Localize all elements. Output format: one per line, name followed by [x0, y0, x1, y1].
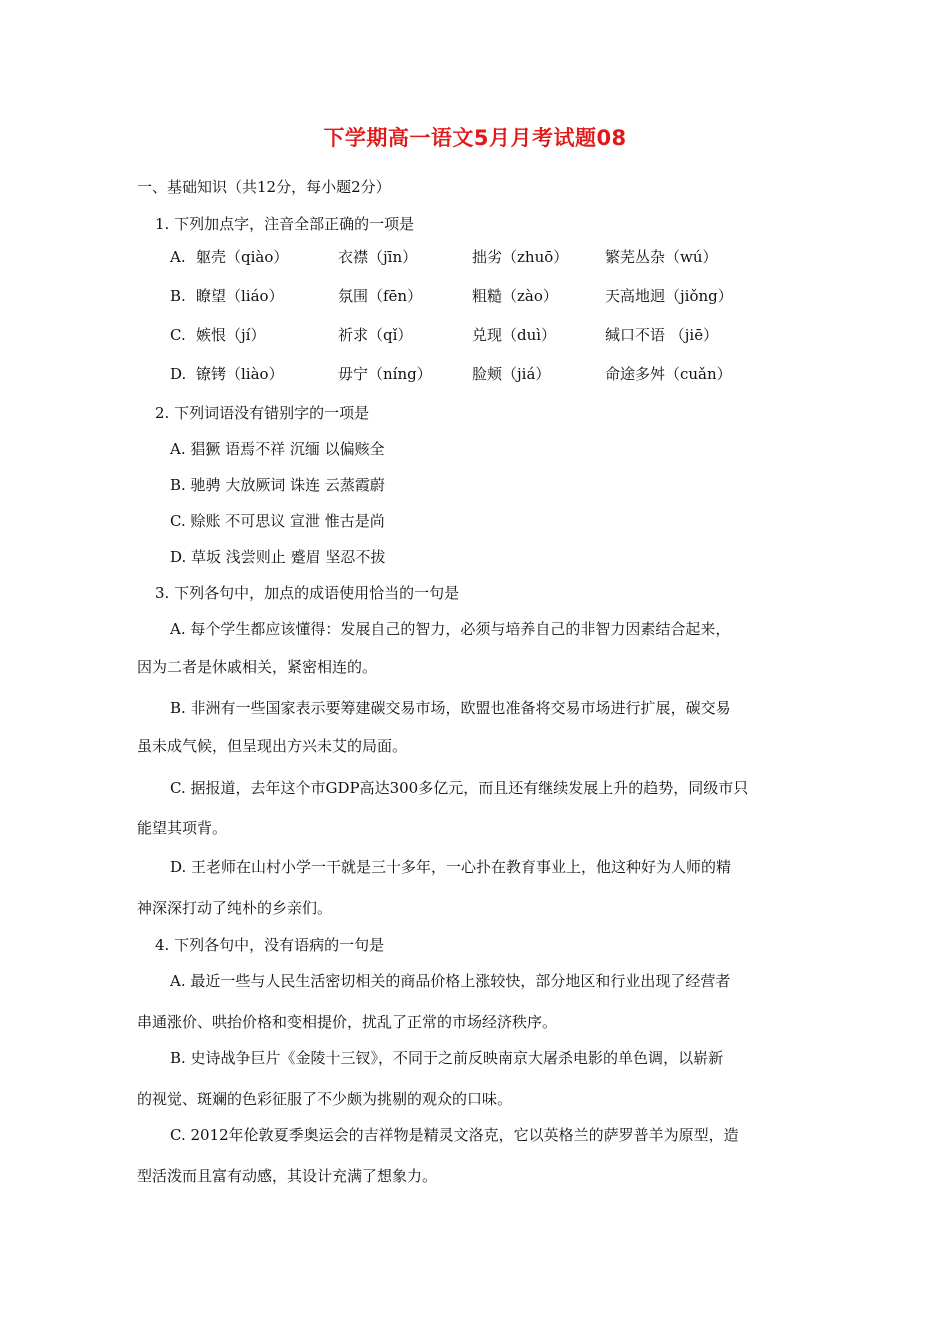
question-3-stem: 3. 下列各句中，加点的成语使用恰当的一句是	[155, 584, 460, 602]
question-1-option-b	[170, 286, 830, 306]
question-1-option-a	[170, 247, 830, 267]
option-item: 瞭望（liáo）	[196, 287, 284, 305]
question-4-option-b-line2: 的视觉、斑斓的色彩征服了不少颇为挑剔的观众的口味。	[137, 1090, 513, 1108]
question-1-stem: 1. 下列加点字，注音全部正确的一项是	[155, 215, 415, 233]
question-2-option-d: D. 草坂 浅尝则止 蹙眉 坚忍不拔	[170, 548, 386, 566]
question-2-stem: 2. 下列词语没有错别字的一项是	[155, 404, 370, 422]
option-item: 命途多舛（cuǎn）	[605, 365, 732, 383]
question-3-option-b-line2: 虽未成气候，但呈现出方兴未艾的局面。	[137, 737, 408, 755]
page-title: 下学期高一语文5月月考试题08	[323, 126, 627, 150]
question-3-option-a-line1: A. 每个学生都应该懂得：发展自己的智力，必须与培养自己的非智力因素结合起来，	[170, 620, 731, 638]
question-1-option-d	[170, 364, 830, 384]
question-2-option-a: A. 猖獗 语焉不祥 沉缅 以偏赅全	[170, 440, 385, 458]
option-item: 镣铐（liào）	[196, 365, 284, 383]
option-item: 繁芜丛杂（wú）	[605, 248, 718, 266]
option-item: 衣襟（jīn）	[338, 248, 418, 266]
question-1-option-c	[170, 325, 830, 345]
question-4-option-a-line1: A. 最近一些与人民生活密切相关的商品价格上涨较快，部分地区和行业出现了经营者	[170, 972, 731, 990]
question-4-stem: 4. 下列各句中，没有语病的一句是	[155, 936, 385, 954]
option-label: C.	[170, 326, 186, 344]
option-item: 兑现（duì）	[472, 326, 557, 344]
question-3-option-b-line1: B. 非洲有一些国家表示要筹建碳交易市场，欧盟也准备将交易市场进行扩展，碳交易	[170, 699, 731, 717]
option-label: B.	[170, 287, 186, 305]
question-3-option-a-line2: 因为二者是休戚相关，紧密相连的。	[137, 658, 378, 676]
question-3-option-d-line2: 神深深打动了纯朴的乡亲们。	[137, 899, 333, 917]
option-item: 躯壳（qiào）	[196, 248, 289, 266]
question-2-option-b: B. 驰骋 大放厥词 诛连 云蒸霞蔚	[170, 476, 385, 494]
option-item: 拙劣（zhuō）	[472, 248, 569, 266]
option-item: 脸颊（jiá）	[472, 365, 551, 383]
option-item: 粗糙（zào）	[472, 287, 558, 305]
option-label: D.	[170, 365, 187, 383]
question-4-option-a-line2: 串通涨价、哄抬价格和变相提价，扰乱了正常的市场经济秩序。	[137, 1013, 558, 1031]
option-item: 天高地迥（jiǒng）	[605, 287, 733, 305]
question-2-option-c: C. 赊账 不可思议 宣泄 惟古是尚	[170, 512, 385, 530]
question-4-option-b-line1: B. 史诗战争巨片《金陵十三钗》，不同于之前反映南京大屠杀电影的单色调，以崭新	[170, 1049, 724, 1067]
question-3-option-d-line1: D. 王老师在山村小学一干就是三十多年，一心扑在教育事业上，他这种好为人师的精	[170, 858, 732, 876]
question-4-option-c-line1: C. 2012年伦敦夏季奥运会的吉祥物是精灵文洛克，它以英格兰的萨罗普羊为原型，造	[170, 1126, 739, 1144]
option-item: 祈求（qǐ）	[338, 326, 413, 344]
option-label: A.	[170, 248, 186, 266]
question-3-option-c-line1: C. 据报道，去年这个市GDP高达300多亿元，而且还有继续发展上升的趋势，同级市只	[170, 779, 749, 797]
option-item: 嫉恨（jí）	[196, 326, 266, 344]
question-3-option-c-line2: 能望其项背。	[137, 819, 228, 837]
question-4-option-c-line2: 型活泼而且富有动感，其设计充满了想象力。	[137, 1167, 438, 1185]
option-item: 缄口不语 （jiē）	[605, 326, 719, 344]
option-item: 氛围（fēn）	[338, 287, 423, 305]
option-item: 毋宁（níng）	[338, 365, 432, 383]
section-heading: 一、基础知识（共12分，每小题2分）	[137, 178, 391, 196]
